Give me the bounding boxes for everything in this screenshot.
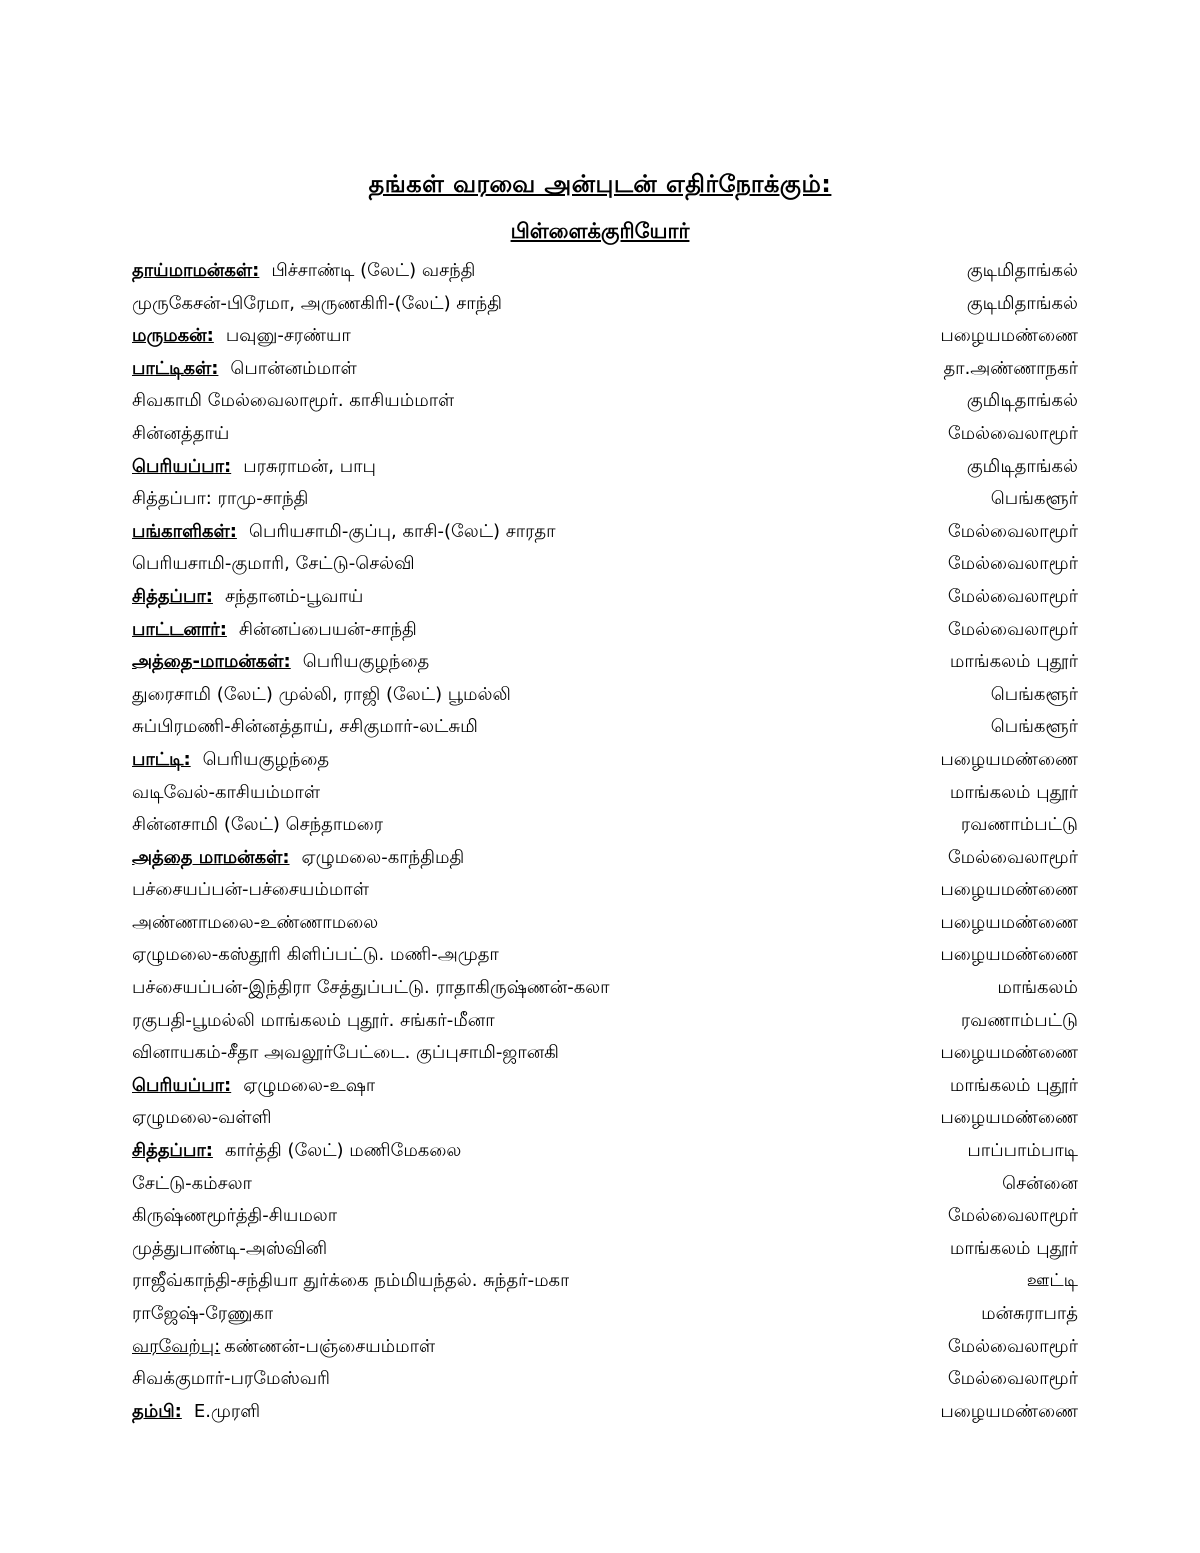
row-names-group	[132, 451, 376, 484]
guest-names: ரகுபதி-பூமல்லி மாங்கலம் புதூர். சங்கர்-மீனா	[132, 1009, 495, 1031]
guest-names: கிருஷ்ணமூர்த்தி-சியமலா	[132, 1205, 338, 1227]
list-item	[132, 418, 1078, 451]
guest-names: சின்னசாமி (லேட்) செந்தாமரை	[132, 814, 384, 836]
row-names-group	[132, 1233, 327, 1266]
guest-names: சித்தப்பா: ராமு-சாந்தி	[132, 488, 309, 510]
guest-names: துரைசாமி (லேட்) முல்லி, ராஜி (லேட்) பூமல்லி	[132, 683, 511, 705]
list-item	[132, 1233, 1078, 1266]
guest-place: மேல்வைலாமூர்	[947, 520, 1078, 542]
list-item	[132, 516, 1078, 549]
list-item	[132, 1135, 1078, 1168]
guest-place: மேல்வைலாமூர்	[947, 618, 1078, 640]
list-item	[132, 1265, 1078, 1298]
guest-place: மாங்கலம் புதூர்	[949, 781, 1078, 803]
guest-place: மேல்வைலாமூர்	[947, 1205, 1078, 1227]
row-names-group	[132, 1396, 260, 1429]
guest-place: ரவணாம்பட்டு	[960, 1009, 1078, 1031]
row-names-group	[132, 842, 464, 875]
relation-label: அத்தை மாமன்கள்:	[132, 846, 290, 868]
relation-label: அத்தை-மாமன்கள்:	[132, 651, 291, 673]
list-item	[132, 907, 1078, 940]
list-item	[132, 483, 1078, 516]
guest-names: முருகேசன்-பிரேமா, அருணகிரி-(லேட்) சாந்தி	[132, 292, 502, 314]
guest-names: அண்ணாமலை-உண்ணாமலை	[132, 911, 379, 933]
row-names-group	[132, 1135, 461, 1168]
guest-names: சந்தானம்-பூவாய்	[224, 585, 364, 607]
list-item	[132, 614, 1078, 647]
guest-names: ஏழுமலை-கஸ்தூரி கிளிப்பட்டு. மணி-அமுதா	[132, 944, 499, 966]
guest-names: ராஜீவ்காந்தி-சந்தியா துர்க்கை நம்மியந்தல். சுந்தர்-மகா	[132, 1270, 570, 1292]
list-item	[132, 711, 1078, 744]
guest-place: மேல்வைலாமூர்	[947, 846, 1078, 868]
guest-place: பாப்பாம்பாடி	[967, 1140, 1078, 1162]
guest-names: வடிவேல்-காசியம்மாள்	[132, 781, 321, 803]
guest-place: மேல்வைலாமூர்	[947, 422, 1078, 444]
guest-names: சின்னத்தாய்	[132, 422, 230, 444]
relation-label: சித்தப்பா:	[132, 1140, 213, 1162]
guest-place: தா.அண்ணாநகர்	[943, 357, 1078, 379]
guest-names: சேட்டு-கம்சலா	[132, 1172, 252, 1194]
guest-place: குமிடிதாங்கல்	[966, 455, 1078, 477]
guest-names: முத்துபாண்டி-அஸ்வினி	[132, 1237, 328, 1259]
list-item	[132, 255, 1078, 288]
list-item	[132, 1396, 1078, 1429]
guest-place: பழையமண்ணை	[940, 911, 1078, 933]
row-names-group	[132, 1331, 435, 1364]
relation-label: பங்காளிகள்:	[132, 520, 237, 542]
relation-label: வரவேற்பு:	[132, 1335, 221, 1357]
row-names-group	[132, 288, 502, 321]
list-item	[132, 1168, 1078, 1201]
list-item	[132, 385, 1078, 418]
row-names-group	[132, 255, 475, 288]
guest-place: மன்சுராபாத்	[981, 1303, 1078, 1324]
list-item	[132, 548, 1078, 581]
row-names-group	[132, 581, 363, 614]
guest-names: ஏழுமலை-காந்திமதி	[301, 846, 465, 868]
row-names-group	[132, 1200, 337, 1233]
guest-place: மேல்வைலாமூர்	[947, 553, 1078, 575]
guest-names: பவுனு-சரண்யா	[225, 325, 351, 347]
guest-place: மேல்வைலாமூர்	[947, 1368, 1078, 1390]
guest-names: சிவக்குமார்-பரமேஸ்வரி	[132, 1368, 330, 1390]
list-item	[132, 1005, 1078, 1038]
guest-names: பச்சையப்பன்-இந்திரா சேத்துப்பட்டு. ராதாகிருஷ்ணன்-கலா	[132, 977, 610, 999]
guest-place: பழையமண்ணை	[940, 325, 1078, 347]
list-item	[132, 744, 1078, 777]
guest-names: சிவகாமி மேல்வைலாமூர். காசியம்மாள்	[132, 390, 455, 412]
guest-place: குடிமிதாங்கல்	[966, 260, 1078, 281]
guest-names: சின்னப்பையன்-சாந்தி	[238, 618, 417, 640]
list-item	[132, 1363, 1078, 1396]
row-names-group	[132, 353, 357, 386]
guest-place: பெங்களூர்	[990, 488, 1078, 510]
guest-names: ஏழுமலை-வள்ளி	[132, 1107, 272, 1129]
row-names-group	[132, 548, 415, 581]
guest-place: மாங்கலம் புதூர்	[949, 651, 1078, 673]
guest-names: கண்ணன்-பஞ்சையம்மாள்	[224, 1335, 436, 1357]
guest-place: மேல்வைலாமூர்	[947, 1335, 1078, 1357]
row-names-group	[132, 1298, 273, 1331]
relation-label: பாட்டி:	[132, 748, 191, 770]
row-names-group	[132, 516, 556, 549]
row-names-group	[132, 809, 383, 842]
guest-place: பழையமண்ணை	[940, 1107, 1078, 1129]
guest-names: வினாயகம்-சீதா அவலூர்பேட்டை. குப்புசாமி-ஜானகி	[132, 1042, 559, 1064]
list-item	[132, 1037, 1078, 1070]
guest-place: பழையமண்ணை	[940, 944, 1078, 966]
guest-names: பெரியசாமி-குப்பு, காசி-(லேட்) சாரதா	[248, 520, 556, 542]
row-names-group	[132, 1363, 330, 1396]
guest-place: மாங்கலம்	[997, 977, 1078, 999]
row-names-group	[132, 418, 229, 451]
guest-place: பெங்களூர்	[990, 683, 1078, 705]
row-names-group	[132, 907, 378, 940]
row-names-group	[132, 1037, 559, 1070]
guest-place: ரவணாம்பட்டு	[960, 814, 1078, 836]
list-item	[132, 777, 1078, 810]
guest-place: சென்னை	[1002, 1172, 1078, 1194]
list-item	[132, 809, 1078, 842]
row-names-group	[132, 679, 511, 712]
row-names-group	[132, 874, 369, 907]
relation-label: பெரியப்பா:	[132, 1074, 232, 1096]
row-names-group	[132, 646, 429, 679]
row-names-group	[132, 1265, 569, 1298]
relation-label: சித்தப்பா:	[132, 585, 213, 607]
guest-names: ஏழுமலை-உஷா	[243, 1074, 376, 1096]
relation-label: பாட்டனார்:	[132, 618, 227, 640]
list-item	[132, 679, 1078, 712]
list-item	[132, 1200, 1078, 1233]
guest-names: பரசுராமன், பாபு	[243, 455, 376, 477]
list-item	[132, 646, 1078, 679]
row-names-group	[132, 777, 320, 810]
row-names-group	[132, 1070, 375, 1103]
guest-names: E.முரளி	[193, 1400, 261, 1422]
list-item	[132, 451, 1078, 484]
relation-label: பாட்டிகள்:	[132, 357, 219, 379]
list-item	[132, 320, 1078, 353]
guest-place: பழையமண்ணை	[940, 879, 1078, 901]
relation-label: மருமகன்:	[132, 325, 214, 347]
list-item	[132, 939, 1078, 972]
relation-label: தாய்மாமன்கள்:	[132, 260, 260, 281]
list-item	[132, 1331, 1078, 1364]
guest-place: குடிமிதாங்கல்	[966, 292, 1078, 314]
list-item	[132, 1102, 1078, 1135]
guest-names: பிச்சாண்டி (லேட்) வசந்தி	[271, 260, 476, 281]
relation-label: தம்பி:	[132, 1400, 182, 1422]
row-names-group	[132, 1005, 495, 1038]
page-subtitle: பிள்ளைக்குரியோர்	[510, 219, 690, 243]
guest-names: கார்த்தி (லேட்) மணிமேகலை	[224, 1140, 462, 1162]
guest-place: பெங்களூர்	[990, 716, 1078, 738]
list-item	[132, 842, 1078, 875]
guest-place: பழையமண்ணை	[940, 748, 1078, 770]
guest-names: பச்சையப்பன்-பச்சையம்மாள்	[132, 879, 369, 901]
row-names-group	[132, 1102, 272, 1135]
guest-place: மேல்வைலாமூர்	[947, 585, 1078, 607]
guest-place: பழையமண்ணை	[940, 1400, 1078, 1422]
row-names-group	[132, 711, 478, 744]
list-item	[132, 288, 1078, 321]
row-names-group	[132, 614, 417, 647]
guest-names: பெரியகுழந்தை	[202, 748, 330, 770]
list-item	[132, 353, 1078, 386]
guest-names: பொன்னம்மாள்	[230, 357, 357, 379]
row-names-group	[132, 1168, 252, 1201]
list-item	[132, 581, 1078, 614]
guest-place: மாங்கலம் புதூர்	[949, 1237, 1078, 1259]
row-names-group	[132, 320, 351, 353]
list-item	[132, 1298, 1078, 1331]
guest-list	[132, 255, 1078, 1428]
row-names-group	[132, 972, 610, 1005]
relation-label: பெரியப்பா:	[132, 455, 232, 477]
list-item	[132, 874, 1078, 907]
list-item	[132, 1070, 1078, 1103]
guest-names: பெரியசாமி-குமாரி, சேட்டு-செல்வி	[132, 553, 415, 575]
guest-names: சுப்பிரமணி-சின்னத்தாய், சசிகுமார்-லட்சுமி	[132, 716, 478, 738]
page-title: தங்கள் வரவை அன்புடன் எதிர்நோக்கும்:	[368, 170, 832, 198]
row-names-group	[132, 939, 499, 972]
row-names-group	[132, 744, 329, 777]
row-names-group	[132, 483, 308, 516]
guest-place: மாங்கலம் புதூர்	[949, 1074, 1078, 1096]
guest-place: ஊட்டி	[1026, 1270, 1078, 1292]
list-item	[132, 972, 1078, 1005]
guest-place: பழையமண்ணை	[940, 1042, 1078, 1064]
guest-names: ராஜேஷ்-ரேணுகா	[132, 1303, 274, 1324]
guest-place: குமிடிதாங்கல்	[966, 390, 1078, 412]
guest-names: பெரியகுழந்தை	[302, 651, 430, 673]
row-names-group	[132, 385, 454, 418]
